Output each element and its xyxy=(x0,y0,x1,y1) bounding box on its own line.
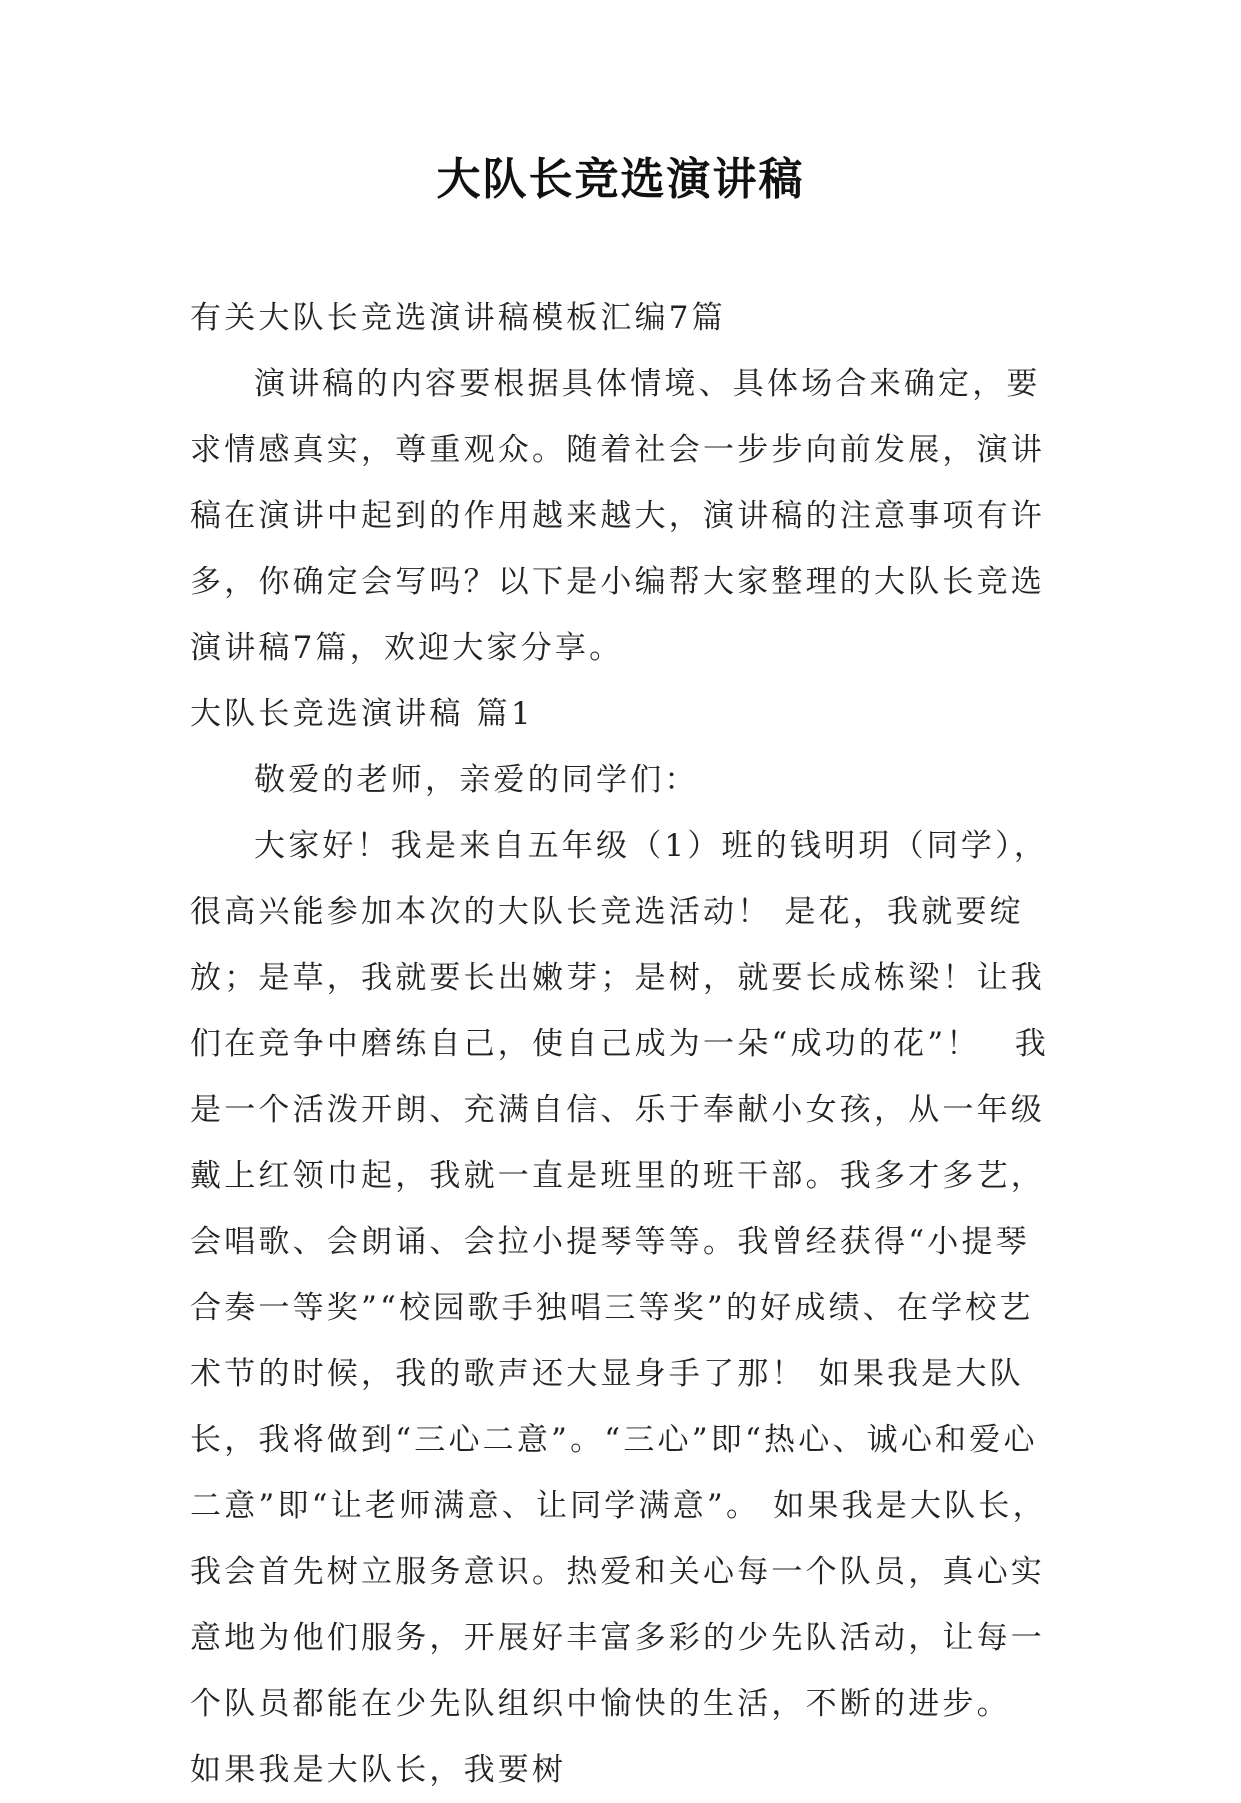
document-body xyxy=(190,285,1050,1803)
document-title: 大队长竞选演讲稿 xyxy=(436,154,805,205)
intro-paragraph: 演讲稿的内容要根据具体情境、具体场合来确定，要求情感真实，尊重观众。随着社会一步步向前发展，演讲稿在演讲中起到的作用越来越大，演讲稿的注意事项有许多，你确定会写吗？以下是小编帮大家整理的大队长竞选演讲稿7篇，欢迎大家分享。 xyxy=(190,366,1045,666)
document-subtitle: 有关大队长竞选演讲稿模板汇编7篇 xyxy=(190,300,726,336)
greeting-paragraph: 敬爱的老师，亲爱的同学们： xyxy=(254,762,699,798)
section-heading: 大队长竞选演讲稿 篇1 xyxy=(190,696,534,732)
speech-paragraph: 大家好！我是来自五年级（1）班的钱明玥（同学），很高兴能参加本次的大队长竞选活动！ 是花，我就要绽放；是草，我就要长出嫩芽；是树，就要长成栋梁！让我们在竞争中磨练自己，使自己成为一朵“成功的花”！ 我是一个活泼开朗、充满自信、乐于奉献小女孩，从一年级戴上红领巾起，我就一直是班里的班干部。我多才多艺，会唱歌、会朗诵、会拉小提琴等等。我曾经获得“小提琴合奏一等奖”“校园歌手独唱三等奖”的好成绩、在学校艺术节的时候，我的歌声还大显身手了那！ 如果我是大队长，我将做到“三心二意”。“三心”即“热心、诚心和爱心二意”即“让老师满意、让同学满意”。 如果我是大队长，我会首先树立服务意识。热爱和关心每一个队员，真心实意地为他们服务，开展好丰富多彩的少先队活动，让每一个队员都能在少先队组织中愉快的生活，不断的进步。 如果我是大队长，我要树 xyxy=(190,828,1049,1788)
